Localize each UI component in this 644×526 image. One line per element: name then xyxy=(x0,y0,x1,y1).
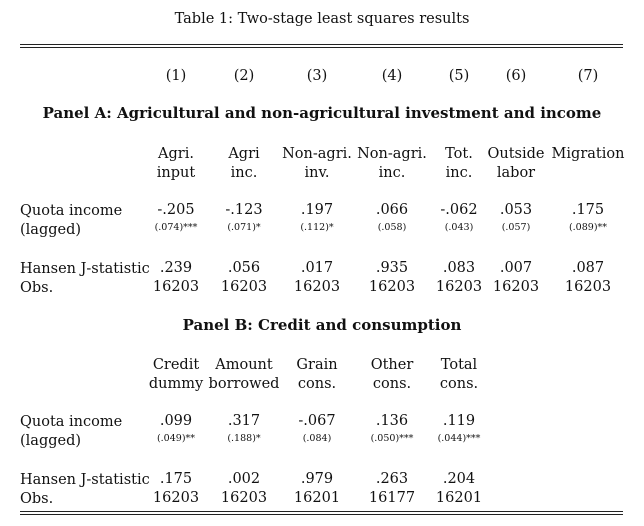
row-label-obs: Obs. xyxy=(20,280,54,296)
bottom-rule-1 xyxy=(20,511,623,512)
std-error-cell: (.084) xyxy=(302,433,332,444)
hansen-cell: .239 xyxy=(159,260,193,276)
hansen-cell: .175 xyxy=(159,471,193,487)
std-error-cell: (.074)*** xyxy=(154,222,198,233)
column-header-line1: Agri xyxy=(228,146,260,162)
std-error-cell: (.049)** xyxy=(156,433,196,444)
std-error-cell: (.050)*** xyxy=(370,433,414,444)
top-rule-2 xyxy=(20,47,623,48)
coefficient-cell: .119 xyxy=(442,413,476,429)
coefficient-cell: -.062 xyxy=(440,202,478,218)
hansen-cell: .007 xyxy=(499,260,533,276)
hansen-cell: .083 xyxy=(442,260,476,276)
row-label-lagged: (lagged) xyxy=(20,433,82,449)
column-header-line2: input xyxy=(156,165,196,181)
row-label-hansen: Hansen J-statistic xyxy=(20,261,150,277)
obs-cell: 16203 xyxy=(368,279,416,295)
column-number: (2) xyxy=(233,68,255,84)
column-number: (1) xyxy=(165,68,187,84)
hansen-cell: .979 xyxy=(300,471,334,487)
column-header-line2: dummy xyxy=(148,376,204,392)
coefficient-cell: .197 xyxy=(300,202,334,218)
std-error-cell: (.112)* xyxy=(300,222,334,233)
obs-cell: 16203 xyxy=(220,490,268,506)
obs-cell: 16201 xyxy=(435,490,483,506)
coefficient-cell: -.123 xyxy=(225,202,263,218)
obs-cell: 16203 xyxy=(293,279,341,295)
column-header-line2: labor xyxy=(496,165,536,181)
coefficient-cell: .053 xyxy=(499,202,533,218)
column-header-line1: Non-agri. xyxy=(282,146,352,162)
table-caption: Table 1: Two-stage least squares results xyxy=(174,11,470,27)
obs-cell: 16203 xyxy=(492,279,540,295)
column-header-line1: Other xyxy=(370,357,414,373)
hansen-cell: .204 xyxy=(442,471,476,487)
obs-cell: 16203 xyxy=(152,490,200,506)
column-header-line1: Agri. xyxy=(158,146,194,162)
hansen-cell: .002 xyxy=(227,471,261,487)
obs-cell: 16203 xyxy=(152,279,200,295)
column-header-line1: Tot. xyxy=(445,146,473,162)
column-header-line1: Non-agri. xyxy=(357,146,427,162)
column-number: (5) xyxy=(448,68,470,84)
obs-cell: 16177 xyxy=(368,490,416,506)
std-error-cell: (.058) xyxy=(377,222,407,233)
column-header-line2: inc. xyxy=(445,165,473,181)
std-error-cell: (.188)* xyxy=(227,433,261,444)
coefficient-cell: .175 xyxy=(571,202,605,218)
std-error-cell: (.057) xyxy=(501,222,531,233)
coefficient-cell: -.205 xyxy=(157,202,195,218)
column-header-line1: Total xyxy=(440,357,478,373)
row-label-obs: Obs. xyxy=(20,491,54,507)
column-header-line1: Outside xyxy=(487,146,545,162)
std-error-cell: (.071)* xyxy=(227,222,261,233)
column-header-line2: cons. xyxy=(439,376,479,392)
obs-cell: 16203 xyxy=(220,279,268,295)
column-header-line1: Grain xyxy=(296,357,338,373)
row-label-quota: Quota income xyxy=(20,414,123,430)
coefficient-cell: .136 xyxy=(375,413,409,429)
hansen-cell: .056 xyxy=(227,260,261,276)
column-header-line2: inc. xyxy=(378,165,406,181)
column-header-line1: Credit xyxy=(152,357,200,373)
column-number: (4) xyxy=(381,68,403,84)
obs-cell: 16201 xyxy=(293,490,341,506)
coefficient-cell: .099 xyxy=(159,413,193,429)
coefficient-cell: .317 xyxy=(227,413,261,429)
column-header-line1: Amount xyxy=(215,357,273,373)
column-header-line2: cons. xyxy=(372,376,412,392)
column-header-line2: inv. xyxy=(304,165,330,181)
column-number: (7) xyxy=(577,68,599,84)
column-number: (6) xyxy=(505,68,527,84)
obs-cell: 16203 xyxy=(435,279,483,295)
hansen-cell: .263 xyxy=(375,471,409,487)
coefficient-cell: -.067 xyxy=(298,413,336,429)
column-header-line2: cons. xyxy=(297,376,337,392)
coefficient-cell: .066 xyxy=(375,202,409,218)
bottom-rule-2 xyxy=(20,514,623,515)
panel-b-title: Panel B: Credit and consumption xyxy=(182,316,462,334)
row-label-lagged: (lagged) xyxy=(20,222,82,238)
obs-cell: 16203 xyxy=(564,279,612,295)
std-error-cell: (.043) xyxy=(444,222,474,233)
column-number: (3) xyxy=(306,68,328,84)
top-rule-1 xyxy=(20,44,623,45)
std-error-cell: (.044)*** xyxy=(437,433,481,444)
hansen-cell: .935 xyxy=(375,260,409,276)
column-header-line2: borrowed xyxy=(208,376,280,392)
column-header-line2: inc. xyxy=(230,165,258,181)
column-header-line1: Migration xyxy=(551,146,625,162)
hansen-cell: .087 xyxy=(571,260,605,276)
row-label-quota: Quota income xyxy=(20,203,123,219)
hansen-cell: .017 xyxy=(300,260,334,276)
std-error-cell: (.089)** xyxy=(568,222,608,233)
row-label-hansen: Hansen J-statistic xyxy=(20,472,150,488)
panel-a-title: Panel A: Agricultural and non-agricultural investment and income xyxy=(42,104,602,122)
